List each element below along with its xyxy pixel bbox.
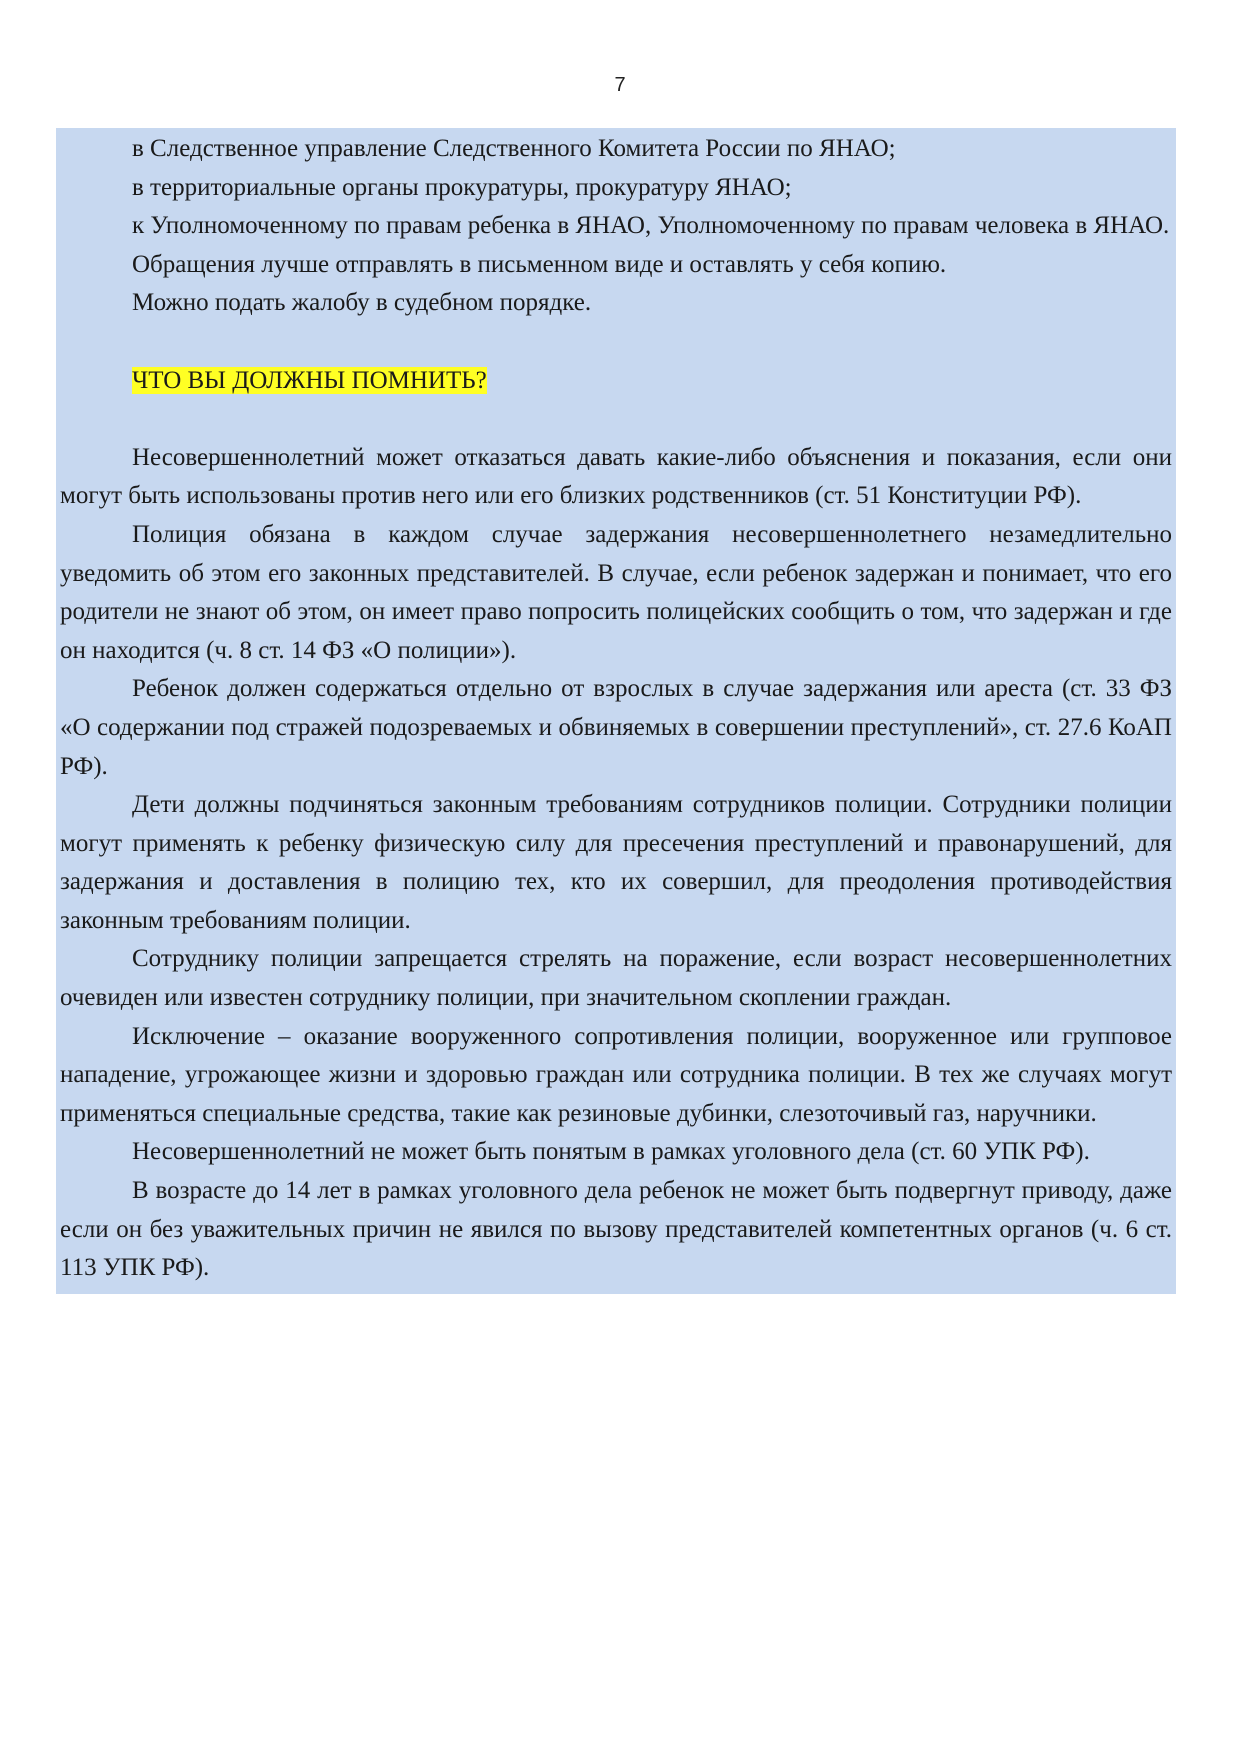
page-number: 7 [614, 74, 626, 96]
paragraph: в Следственное управление Следственного Комитета России по ЯНАО; [132, 135, 896, 162]
section-heading [60, 362, 1172, 401]
paragraph: Обращения лучше отправлять в письменном виде и оставлять у себя копию. [132, 250, 947, 278]
paragraph: Ребенок должен содержаться отдельно от взрослых в случае задержания или ареста (ст. 33 ФЗ «О содержании под стражей подозреваемых и обвиняемых в совершении преступлений», ст. 27.6 КоАП РФ). [60, 675, 1172, 780]
paragraph: в территориальные органы прокуратуры, прокуратуру ЯНАО; [132, 173, 792, 201]
paragraph: Исключение – оказание вооруженного сопротивления полиции, вооруженное или групповое нападение, угрожающее жизни и здоровью граждан или сотрудника полиции. В тех же случаях могут применяться специальные средства, такие как резиновые дубинки, слезоточивый газ, наручники. [60, 1022, 1172, 1127]
paragraph: Можно подать жалобу в судебном порядке. [132, 289, 592, 317]
paragraph: Несовершеннолетний может отказаться давать какие-либо объяснения и показания, если они могут быть использованы против него или его близких родственников (ст. 51 Конституции РФ). [60, 443, 1172, 510]
paragraph: Сотруднику полиции запрещается стрелять на поражение, если возраст несовершеннолетних очевиден или известен сотруднику полиции, при значительном скоплении граждан. [60, 945, 1172, 1012]
section-heading-text: ЧТО ВЫ ДОЛЖНЫ ПОМНИТЬ? [132, 366, 487, 394]
paragraph: Несовершеннолетний не может быть понятым в рамках уголовного дела (ст. 60 УПК РФ). [132, 1138, 1090, 1166]
paragraph: В возрасте до 14 лет в рамках уголовного дела ребенок не может быть подвергнут приводу, даже если он без уважительных причин не явился по вызову представителей компетентных органов (ч. 6 ст. 113 УПК РФ). [60, 1177, 1172, 1282]
paragraph: Полиция обязана в каждом случае задержания несовершеннолетнего незамедлительно уведомить об этом его законных представителей. В случае, если ребенок задержан и понимает, что его родители не знают об этом, он имеет право попросить полицейских сообщить о том, что задержан и где он находится (ч. 8 ст. 14 ФЗ «О полиции»). [60, 520, 1172, 664]
paragraph: к Уполномоченному по правам ребенка в ЯНАО, Уполномоченному по правам человека в ЯНАО. [132, 212, 1170, 240]
paragraph: Дети должны подчиняться законным требованиям сотрудников полиции. Сотрудники полиции могут применять к ребенку физическую силу для пресечения преступлений и правонарушений, для задержания и доставления в полицию тех, кто их совершил, для преодоления противодействия законным требованиям полиции. [60, 791, 1172, 934]
blank-line [60, 400, 1172, 439]
highlighted-text-block [56, 128, 1176, 1294]
blank-line [60, 323, 1172, 362]
